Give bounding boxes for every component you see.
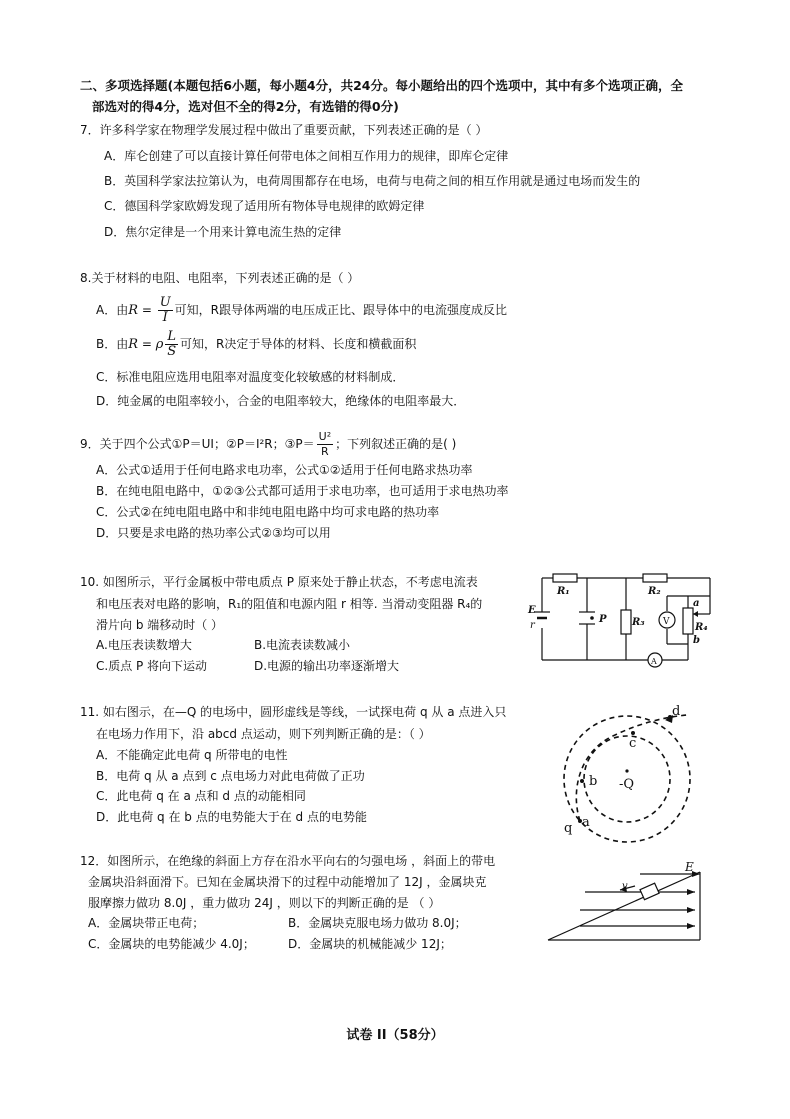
q8-b-rho: ρ	[155, 337, 164, 352]
q9-stem	[80, 428, 456, 460]
q8-a-eq: =	[138, 303, 156, 317]
q7-option-b: B．英国科学家法拉第认为，电荷周围都存在电场，电荷与电荷之间的相互作用就是通过电场而发生的	[104, 174, 641, 188]
q9-stem-pre: 9．关于四个公式①P＝UI；②P＝I²R；③P＝	[80, 437, 315, 451]
q10-option-b: B.电流表读数减小	[254, 638, 351, 652]
q8-a-numerator: U	[159, 295, 171, 310]
circuit-label-r: r	[530, 620, 535, 631]
q7-stem: 7．许多科学家在物理学发展过程中做出了重要贡献，下列表述正确的是（ ）	[80, 123, 488, 137]
field-label-q: q	[564, 821, 573, 836]
q12-option-c: C．金属块的电势能减少 4.0J；	[88, 937, 255, 951]
q10-stem-1: 10. 如图所示，平行金属板中带电质点 P 原来处于静止状态，不考虑电流表	[80, 575, 478, 589]
q12-stem-3: 服摩擦力做功 8.0J ，重力做功 24J ，则以下的判断正确的是 （ ）	[88, 896, 441, 910]
q8-stem: 8.关于材料的电阻、电阻率，下列表述正确的是（ ）	[80, 271, 360, 285]
q8-b-post: 可知，R决定于导体的材料、长度和横截面积	[180, 337, 417, 351]
q10-option-c: C.质点 P 将向下运动	[96, 659, 208, 673]
q12-option-d: D．金属块的机械能减少 12J；	[288, 937, 452, 951]
q7-option-d: D．焦尔定律是一个用来计算电流生热的定律	[104, 225, 342, 239]
field-label-neg-q: -Q	[619, 777, 635, 792]
field-diagram	[555, 695, 705, 845]
q11-option-c: C．此电荷 q 在 a 点和 d 点的动能相同	[96, 789, 306, 803]
q10-stem-2: 和电压表对电路的影响，R₁的阻值和电源内阻 r 相等. 当滑动变阻器 R₄的	[96, 597, 483, 611]
q11-option-d: D．此电荷 q 在 b 点的电势能大于在 d 点的电势能	[96, 810, 367, 824]
section-title-line2: 部选对的得4分，选对但不全的得2分，有选错的得0分)	[92, 99, 399, 114]
circuit-label-r4: R₄	[695, 622, 708, 633]
q8-option-b	[96, 330, 416, 359]
circuit-label-r1: R₁	[557, 586, 570, 597]
q9-option-d: D．只要是求电路的热功率公式②③均可以用	[96, 526, 331, 540]
q9-fraction	[317, 430, 333, 459]
circuit-label-p: P	[599, 614, 607, 625]
q11-option-b: B．电荷 q 从 a 点到 c 点电场力对此电荷做了正功	[96, 769, 365, 783]
field-label-c: c	[629, 736, 637, 751]
field-label-b: b	[589, 774, 598, 789]
field-label-d: d	[672, 704, 681, 719]
q9-denominator: R	[321, 445, 329, 458]
circuit-label-r3: R₃	[632, 617, 645, 628]
q9-numerator: U²	[318, 430, 332, 443]
q8-option-c: C．标准电阻应选用电阻率对温度变化较敏感的材料制成．	[96, 370, 405, 384]
q8-b-fraction	[165, 330, 178, 359]
q12-stem-2: 金属块沿斜面滑下。已知在金属块滑下的过程中动能增加了 12J ，金属块克	[88, 875, 487, 889]
q8-b-pre: B．由	[96, 337, 129, 351]
circuit-label-r2: R₂	[648, 586, 661, 597]
q12-option-b: B．金属块克服电场力做功 8.0J；	[288, 916, 467, 930]
q10-stem-3: 滑片向 b 端移动时（ ）	[96, 618, 224, 632]
section-title-line1: 二、多项选择题(本题包括6小题，每小题4分，共24分。每小题给出的四个选项中，其中有多个选项正确，全	[80, 78, 684, 93]
q12-stem-1: 12．如图所示，在绝缘的斜面上方存在沿水平向右的匀强电场 ，斜面上的带电	[80, 854, 496, 868]
incline-label-e: E	[685, 862, 694, 874]
q12-option-a: A．金属块带正电荷；	[88, 916, 205, 930]
q8-a-r: R	[128, 303, 139, 318]
q11-stem-1: 11. 如右图示，在—Q 的电场中，圆形虚线是等线，一试探电荷 q 从 a 点进入只	[80, 705, 507, 719]
q9-option-a: A．公式①适用于任何电路求电功率，公式①②适用于任何电路求热功率	[96, 463, 473, 477]
paper-section-footer: 试卷 II（58分）	[346, 1028, 444, 1043]
q8-b-numerator: L	[167, 329, 177, 344]
circuit-diagram	[525, 568, 715, 668]
ammeter-label: A	[651, 657, 657, 666]
q11-stem-2: 在电场力作用下，沿 abcd 点运动，则下列判断正确的是：（ ）	[96, 727, 431, 741]
q8-option-a	[96, 296, 507, 325]
q8-a-post: 可知，R跟导体两端的电压成正比、跟导体中的电流强度成反比	[174, 303, 508, 317]
circuit-label-b: b	[693, 635, 700, 646]
q9-option-b: B．在纯电阻电路中，①②③公式都可适用于求电功率，也可适用于求电热功率	[96, 484, 509, 498]
q7-option-c: C．德国科学家欧姆发现了适用所有物体导电规律的欧姆定律	[104, 199, 425, 213]
q8-option-d: D．纯金属的电阻率较小，合金的电阻率较大，绝缘体的电阻率最大．	[96, 394, 466, 408]
q7-option-a: A．库仑创建了可以直接计算任何带电体之间相互作用力的规律，即库仑定律	[104, 149, 509, 163]
voltmeter-label: V	[663, 617, 670, 627]
q8-a-pre: A．由	[96, 303, 129, 317]
q9-option-c: C．公式②在纯电阻电路中和非纯电阻电路中均可求电路的热功率	[96, 505, 440, 519]
q10-option-d: D.电源的输出功率逐渐增大	[254, 659, 400, 673]
incline-label-v: v	[622, 881, 628, 892]
field-label-a: a	[582, 815, 590, 830]
incline-diagram	[540, 862, 710, 952]
q9-stem-post: ；下列叙述正确的是( )	[335, 437, 457, 451]
circuit-label-e: E	[528, 605, 536, 616]
q8-b-eq: =	[138, 337, 156, 351]
q11-option-a: A．不能确定此电荷 q 所带电的电性	[96, 748, 288, 762]
q8-b-r: R	[128, 337, 139, 352]
q8-a-fraction	[158, 296, 173, 325]
circuit-label-a: a	[693, 598, 700, 609]
q10-option-a: A.电压表读数增大	[96, 638, 192, 652]
q8-a-denominator: I	[162, 310, 168, 325]
q8-b-denominator: S	[167, 344, 177, 359]
